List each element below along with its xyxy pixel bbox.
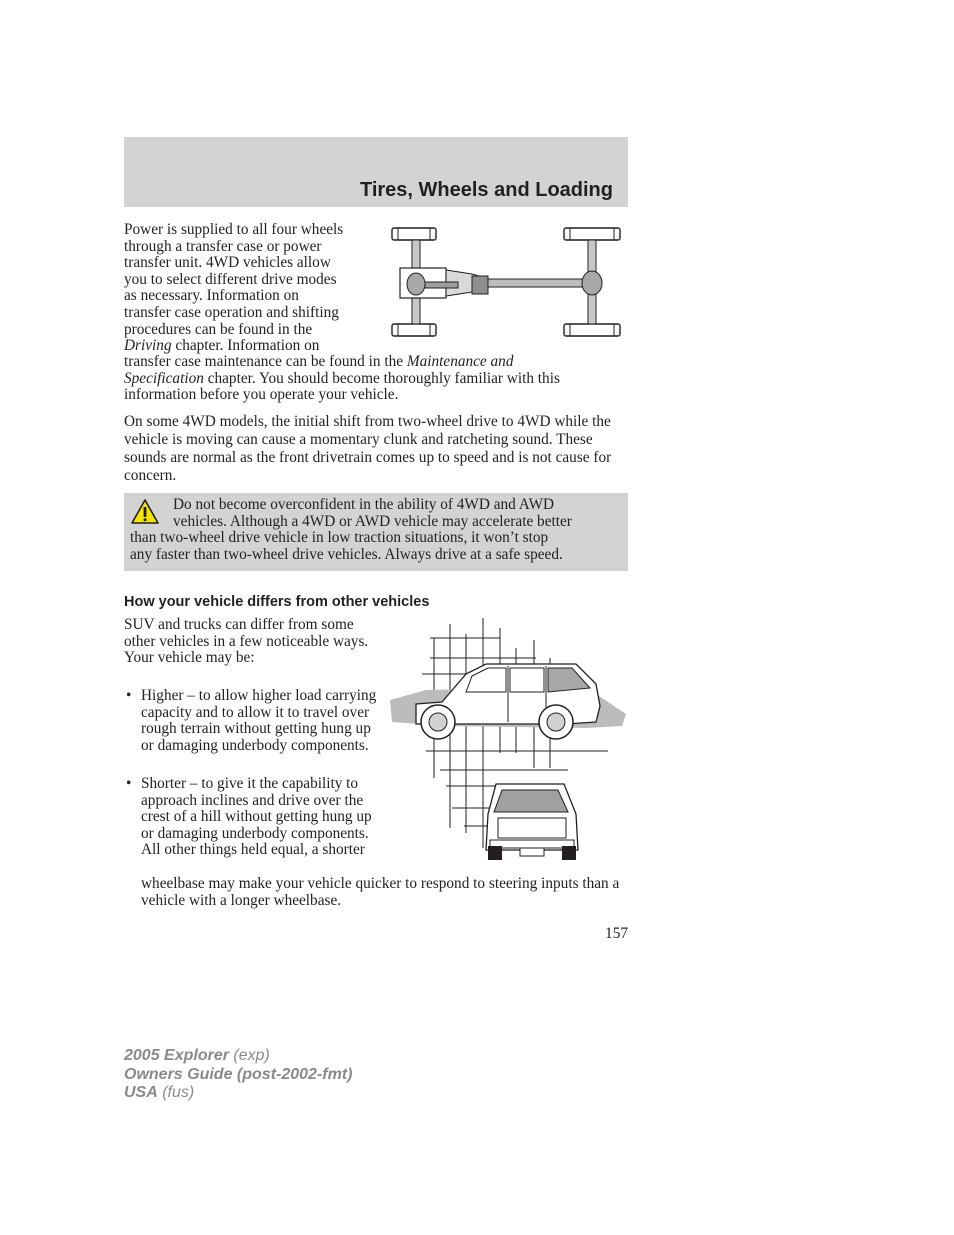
p1-line: transfer case operation and shifting [124,303,339,321]
warning-line: any faster than two-wheel drive vehicles. Always drive at a safe speed. [130,545,563,563]
maintenance-chapter-ref: Maintenance and [406,353,514,370]
suv-dimensions-illustration [386,618,628,862]
footer-line [124,1047,352,1066]
footer-guide: Owners Guide (post-2002-fmt) [124,1065,353,1083]
warning-line-text: vehicles. Although a 4WD or AWD vehicle may accelerate better [173,512,572,530]
p1-line: Power is supplied to all four wheels [124,221,344,238]
paragraph-1-top [124,222,374,355]
paragraph-2: On some 4WD models, the initial shift from two-wheel drive to 4WD while the vehicle is moving can cause a momentary clunk and ratcheting sound. These sounds are normal as the front drivetrain comes up to speed and is not cause for concern. [124,413,612,484]
bullet-text: Higher – to allow higher load carrying capacity and to allow it to travel over rough terrain without getting hung up or damaging underbody components. [141,687,377,754]
p1-line: information before you operate your vehicle. [124,386,399,404]
bullet-symbol: • [126,775,132,792]
p1-line: through a transfer case or power [124,237,322,255]
bullet-text: Shorter – to give it the capability to approach inclines and drive over the crest of a hill without getting hung up or damaging underbody components. All other things held equal, a shorter [141,775,372,859]
footer [124,1047,352,1103]
p1-text: chapter. You should become thoroughly familiar with this [203,369,560,387]
p1-text: transfer case maintenance can be found in the [124,353,407,370]
p1-line [124,354,628,371]
warning-line-text: Do not become overconfident in the ability of 4WD and AWD [173,496,555,513]
paragraph-3: SUV and trucks can differ from some other vehicles in a few noticeable ways. Your vehicle may be: [124,616,369,667]
footer-line [124,1084,352,1103]
warning-line [130,497,620,514]
4wd-drivetrain-illustration [388,222,628,344]
p1-line: as necessary. Information on [124,287,299,305]
page-title: Tires, Wheels and Loading [359,179,613,201]
section-heading: How your vehicle differs from other vehicles [124,594,430,610]
warning-line: than two-wheel drive vehicle in low traction situations, it won’t stop [130,529,549,547]
bullet-text-continued: wheelbase may make your vehicle quicker to respond to steering inputs than a vehicle with a longer wheelbase. [141,875,620,909]
specification-chapter-ref: Specification [124,369,204,387]
warning-box [124,493,628,571]
p1-line: procedures can be found in the [124,320,313,338]
p1-line: transfer unit. 4WD vehicles allow [124,254,331,272]
p1-line: you to select different drive modes [124,270,337,288]
footer-model: 2005 Explorer [124,1047,229,1064]
p1-line [124,371,628,388]
footer-code: (exp) [228,1047,270,1064]
footer-code: (fus) [157,1084,195,1101]
bullet-symbol: • [126,687,132,704]
p1-text: chapter. Information on [171,337,320,355]
footer-market: USA [124,1084,158,1101]
warning-text [130,497,620,563]
footer-line [124,1066,352,1085]
page-number: 157 [605,925,628,942]
header-band [124,137,628,207]
driving-chapter-ref: Driving [124,337,172,355]
warning-line [130,514,620,531]
paragraph-1-bottom [124,354,628,404]
